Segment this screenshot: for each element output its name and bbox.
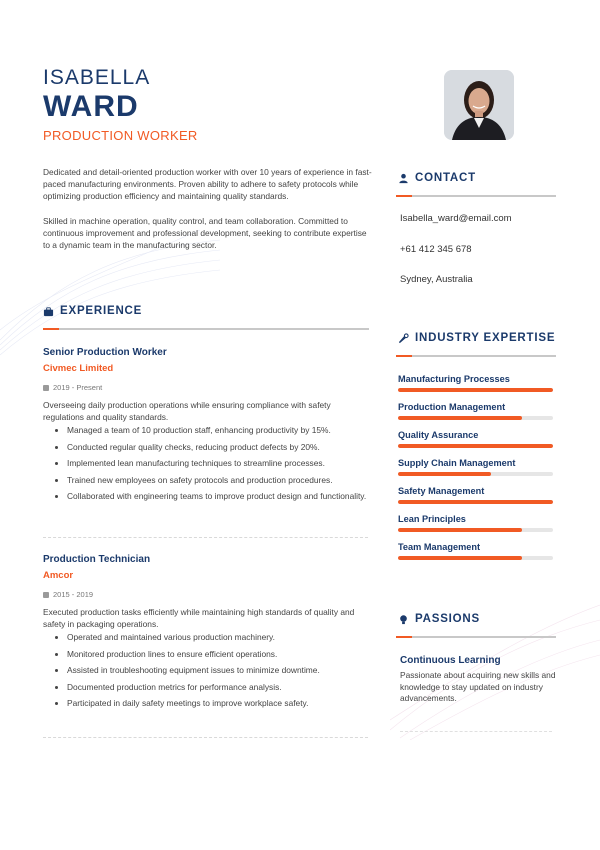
job-bullet: Implemented lean manufacturing techniques to streamline processes. — [55, 458, 373, 469]
skill-name: Team Management — [398, 542, 481, 552]
wrench-icon — [398, 333, 409, 344]
job-bullets — [43, 425, 373, 502]
calendar-icon — [43, 592, 49, 598]
job-role: Senior Production Worker — [43, 347, 167, 358]
skill-name: Supply Chain Management — [398, 458, 516, 468]
job-dates — [43, 590, 373, 599]
lightbulb-icon — [398, 614, 409, 625]
section-divider — [396, 195, 556, 197]
decorative-wave-right — [390, 560, 600, 740]
job-separator — [43, 537, 368, 538]
passion-title: Continuous Learning — [400, 655, 501, 666]
skill-level-fill — [398, 416, 522, 420]
skill-item — [398, 458, 553, 476]
skill-name: Manufacturing Processes — [398, 374, 510, 384]
job-description: Overseeing daily production operations while ensuring compliance with safety regulations and quality standards. — [43, 400, 331, 422]
job-bullet: Operated and maintained various production machinery. — [55, 632, 373, 643]
contact-heading: CONTACT — [415, 172, 476, 184]
skill-level-bar — [398, 500, 553, 504]
job-company: Amcor — [43, 570, 74, 581]
contact-header — [398, 172, 476, 184]
experience-header — [43, 305, 142, 317]
skill-level-bar — [398, 528, 553, 532]
profile-photo — [444, 70, 514, 140]
experience-heading: EXPERIENCE — [60, 305, 143, 317]
passions-header — [398, 613, 480, 625]
skill-level-fill — [398, 444, 553, 448]
skill-level-bar — [398, 556, 553, 560]
job-bullet: Participated in daily safety meetings to improve workplace safety. — [55, 698, 373, 709]
job-bullet: Managed a team of 10 production staff, enhancing productivity by 15%. — [55, 425, 373, 436]
skill-level-fill — [398, 472, 491, 476]
contact-location: Sydney, Australia — [400, 274, 473, 285]
contact-phone[interactable]: +61 412 345 678 — [400, 244, 472, 255]
skill-level-bar — [398, 444, 553, 448]
job-bullet: Conducted regular quality checks, reducing product defects by 20%. — [55, 442, 373, 453]
expertise-heading: INDUSTRY EXPERTISE — [415, 332, 556, 344]
skill-name: Safety Management — [398, 486, 485, 496]
skill-item — [398, 542, 553, 560]
summary-paragraph: Dedicated and detail-oriented production worker with over 10 years of experience in fast-paced manufacturing environments. Proven ability to adhere to safety protocols while optimizing production efficiency and maintaining quality standards. — [43, 167, 372, 202]
skill-item — [398, 486, 553, 504]
skill-level-fill — [398, 528, 522, 532]
job-bullet: Collaborated with engineering teams to improve product design and functionality. — [55, 491, 373, 502]
job-dates — [43, 383, 373, 392]
passion-description: Passionate about acquiring new skills and knowledge to stay updated on industry advancements. — [400, 670, 556, 703]
skill-name: Quality Assurance — [398, 430, 479, 440]
job-description: Executed production tasks efficiently while maintaining high standards of quality and safety in packaging operations. — [43, 607, 355, 629]
passion-separator — [400, 731, 552, 732]
profile-summary — [43, 166, 373, 251]
passions-heading: PASSIONS — [415, 613, 480, 625]
section-divider — [396, 636, 556, 638]
job-role: Production Technician — [43, 554, 151, 565]
expertise-header — [398, 332, 555, 344]
job-bullets — [43, 632, 373, 709]
skill-level-bar — [398, 416, 553, 420]
skill-level-bar — [398, 388, 553, 392]
last-name: WARD — [43, 90, 139, 123]
section-divider — [43, 328, 369, 330]
skill-level-fill — [398, 556, 522, 560]
job-dates-text: 2019 - Present — [53, 383, 103, 392]
job-dates-text: 2015 - 2019 — [53, 590, 94, 599]
job-entry — [43, 554, 373, 715]
job-bullet: Monitored production lines to ensure efficient operations. — [55, 649, 373, 660]
job-bullet: Documented production metrics for performance analysis. — [55, 682, 373, 693]
job-company: Civmec Limited — [43, 363, 114, 374]
contact-email[interactable]: Isabella_ward@email.com — [400, 213, 512, 224]
skill-level-fill — [398, 388, 553, 392]
summary-paragraph: Skilled in machine operation, quality control, and team collaboration. Committed to continuous improvement and professional development, seeking to contribute expertise to a dynamic team in the manufacturing sector. — [43, 215, 367, 251]
section-divider — [396, 355, 556, 357]
calendar-icon — [43, 385, 49, 391]
skill-item — [398, 430, 553, 448]
skill-level-fill — [398, 500, 553, 504]
skill-name: Lean Principles — [398, 514, 466, 524]
person-icon — [398, 173, 409, 184]
job-title: PRODUCTION WORKER — [43, 128, 198, 143]
skill-name: Production Management — [398, 402, 506, 412]
job-separator — [43, 737, 368, 738]
job-entry — [43, 347, 373, 508]
skill-item — [398, 402, 553, 420]
skill-item — [398, 374, 553, 392]
skill-item — [398, 514, 553, 532]
job-bullet: Assisted in troubleshooting equipment issues to minimize downtime. — [55, 665, 373, 676]
job-bullet: Trained new employees on safety protocols and production procedures. — [55, 475, 373, 486]
skill-level-bar — [398, 472, 553, 476]
briefcase-icon — [43, 306, 54, 317]
first-name: ISABELLA — [43, 66, 151, 89]
